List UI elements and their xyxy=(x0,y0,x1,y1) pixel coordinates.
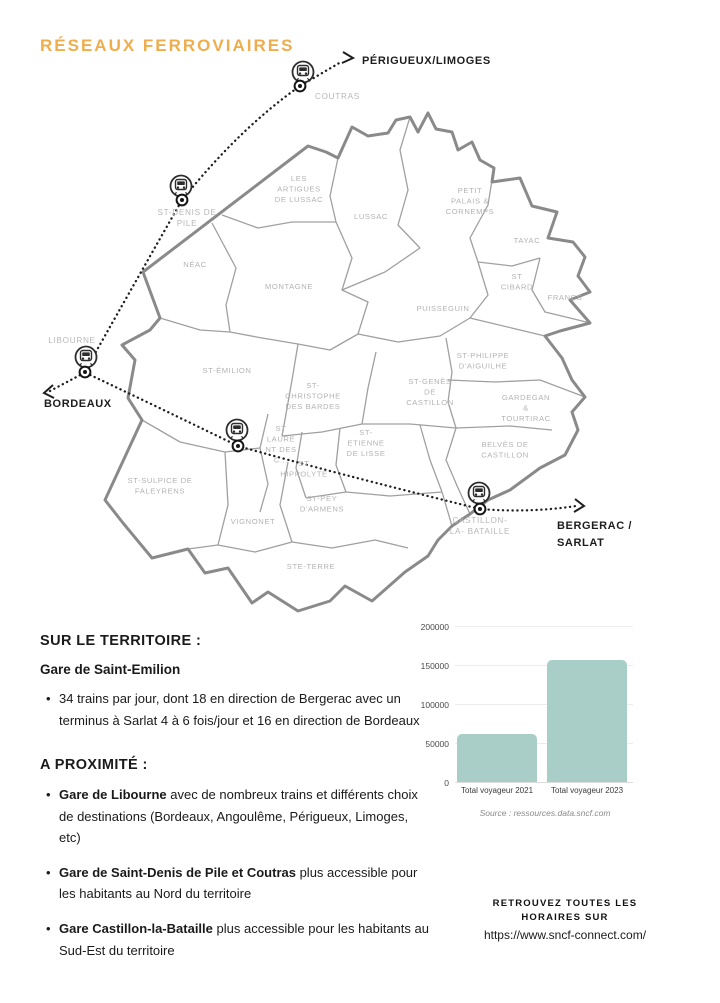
station-label: LIBOURNE xyxy=(48,336,96,345)
y-axis-tick-label: 200000 xyxy=(420,622,449,632)
commune-label: ST-PHILIPPE D'AIGUILHE xyxy=(456,351,510,371)
commune-label: ST-ETIENNE DE LISSE xyxy=(346,428,386,458)
y-axis-tick-label: 50000 xyxy=(425,739,449,749)
list-item: • 34 trains par jour, dont 18 en direction de Bergerac avec un terminus à Sarlat 4 à 6 fois/jour et 16 en direction de Bordeaux xyxy=(59,688,432,731)
chart-plot-area xyxy=(420,622,633,795)
bar-total-voyageur-2023 xyxy=(547,660,627,782)
station-label: COUTRAS xyxy=(315,92,360,101)
commune-label: BELVÈS DE CASTILLON xyxy=(481,440,529,460)
commune-label: LES ARTIGUES DE LUSSAC xyxy=(274,174,324,204)
bar-total-voyageur-2021 xyxy=(457,734,537,782)
territory-heading: SUR LE TERRITOIRE : xyxy=(40,633,202,649)
y-axis-tick-label: 0 xyxy=(444,778,449,788)
station-marker xyxy=(48,336,96,377)
commune-label: ST-GENÈS DE CASTILLON xyxy=(406,377,454,407)
destination-label: BORDEAUX xyxy=(44,398,112,410)
commune-label: ST-PEY D'ARMENS xyxy=(299,494,345,514)
commune-label: TAYAC xyxy=(513,236,541,245)
commune-label: PETIT PALAIS & CORNEMPS xyxy=(445,186,495,216)
commune-label: ST CIBARD xyxy=(500,272,534,292)
commune-label: PUISSEGUIN xyxy=(416,304,470,313)
station-marker xyxy=(227,420,248,452)
stop-dot-icon xyxy=(80,367,91,378)
station-label: ST-DENIS DE PILE xyxy=(157,208,217,228)
train-station-icon xyxy=(76,347,97,368)
commune-label: ST-ÉMILION xyxy=(202,366,252,375)
commune-label: ST-SULPICE DE FALEYRENS xyxy=(127,476,193,496)
passenger-bar-chart xyxy=(415,616,705,831)
list-item: • Gare de Libourne avec de nombreux trains et différents choix de destinations (Bordeaux, Angoulême, Périgueux, Limoges, etc) xyxy=(59,784,432,849)
commune-label: ST-CHRISTOPHE DES BARDES xyxy=(285,381,341,411)
proximity-heading: A PROXIMITÉ : xyxy=(40,757,148,774)
commune-label: GARDEGAN & TOURTIRAC xyxy=(501,393,551,423)
station-markers xyxy=(48,62,510,537)
station-marker xyxy=(293,62,360,102)
chart-source: Source : ressources.data.sncf.com xyxy=(479,808,611,818)
footer-note xyxy=(440,897,690,942)
list-item: • Gare Castillon-la-Bataille plus accessible pour les habitants au Sud-Est du territoire xyxy=(59,918,432,961)
sncf-connect-link[interactable]: https://www.sncf-connect.com/ xyxy=(483,927,647,942)
destination-label: PÉRIGUEUX/LIMOGES xyxy=(362,55,491,67)
territory-bullet-list xyxy=(40,688,432,731)
stop-dot-icon xyxy=(295,81,306,92)
footer-note-line2: HORAIRES SUR xyxy=(521,911,609,923)
x-axis-tick-label: Total voyageur 2023 xyxy=(550,786,624,795)
commune-label: FRANCS xyxy=(547,293,583,302)
arrow-northeast-icon xyxy=(342,52,353,63)
territory-station-name: Gare de Saint-Emilion xyxy=(40,662,181,677)
text-column xyxy=(40,633,432,974)
chart-gridline xyxy=(455,782,633,783)
x-axis-tick-label: Total voyageur 2021 xyxy=(460,786,534,795)
y-axis-tick-label: 100000 xyxy=(420,700,449,710)
train-station-icon xyxy=(469,483,490,504)
stop-dot-icon xyxy=(475,504,486,515)
train-station-icon xyxy=(227,420,248,441)
commune-labels xyxy=(128,174,583,571)
commune-label: ST HIPPOLYTE xyxy=(280,459,328,479)
train-station-icon xyxy=(293,62,314,83)
commune-label: NÉAC xyxy=(183,260,207,269)
station-marker xyxy=(157,176,216,229)
stop-dot-icon xyxy=(177,195,188,206)
footer-note-line1: RETROUVEZ TOUTES LES xyxy=(492,898,638,909)
list-item: • Gare de Saint-Denis de Pile et Coutras plus accessible pour les habitants au Nord du territoire xyxy=(59,862,432,905)
page-title: RÉSEAUX FERROVIAIRES xyxy=(40,36,295,55)
commune-label: MONTAGNE xyxy=(264,282,314,291)
commune-label: ST LAURE NT DES C... xyxy=(265,424,297,465)
destination-labels xyxy=(44,54,632,549)
commune-label: STE-TERRE xyxy=(286,562,336,571)
station-label: CASTILLON-LA- BATAILLE xyxy=(449,516,511,536)
chart-gridline xyxy=(455,626,633,627)
y-axis-tick-label: 150000 xyxy=(420,661,449,671)
proximity-bullet-list xyxy=(40,784,432,961)
commune-label: LUSSAC xyxy=(354,212,388,221)
commune-label: VIGNONET xyxy=(230,517,276,526)
stop-dot-icon xyxy=(233,441,244,452)
destination-label: BERGERAC / SARLAT xyxy=(557,520,633,549)
train-station-icon xyxy=(171,176,192,197)
